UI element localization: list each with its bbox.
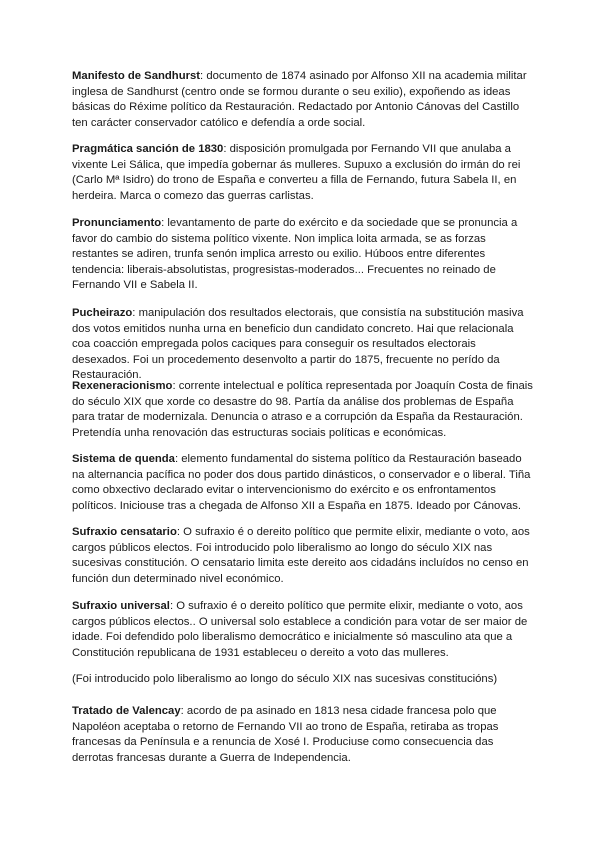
- glossary-entry-sufraxio-universal: [72, 599, 534, 661]
- glossary-entry-sufraxio-censatario: [72, 525, 534, 587]
- entry-definition: (Foi introducido polo liberalismo ao longo do século XIX nas sucesivas constitucións): [72, 673, 498, 685]
- entry-definition: O sufraxio é o dereito político que permite elixir, mediante o voto, aos cargos públicos electos. Foi introducido polo liberalismo ao longo do século XIX nas sucesivas constitución. O censatario limita este dereito aos cidadáns incluídos no censo en función dun determinado nivel económico.: [72, 526, 530, 585]
- entry-separator: :: [176, 526, 184, 538]
- glossary-entry-pucheirazo: [72, 306, 534, 384]
- entry-separator: :: [180, 705, 187, 717]
- entry-term: Tratado de Valencay: [72, 705, 181, 717]
- entry-definition: manipulación dos resultados electorais, que consistía na substitución masiva dos votos emitidos nunha urna en beneficio dun candidato concreto. Hai que relacionala coa coacción empregada polos caciques para conseguir os resultados electorais desexados. Foi un procedemento desenvolto a partir do 1875, frecuente no perído da Restauración.: [72, 307, 524, 382]
- entry-definition: O sufraxio é o dereito político que permite elixir, mediante o voto, aos cargos públicos electos.. O universal solo establece a condición para votar de ser maior de idade. Foi defendido polo liberalismo democrático e inicialmente só masculino ata que a Constitución republicana de 1931 estableceu o dereito a voto das mulleres.: [72, 600, 528, 659]
- entry-separator: :: [200, 70, 207, 82]
- entry-term: Sufraxio universal: [72, 600, 170, 612]
- entry-term: Manifesto de Sandhurst: [72, 70, 201, 82]
- entry-definition: corrente intelectual e política representada por Joaquín Costa de finais do século XIX que xorde co desastre do 98. Partía da análise dos problemas de España para tratar de modernizala. Denuncia o atraso e a corrupción da España da Restauración. Pretendía unha renovación das estructuras sociais políticas e económicas.: [72, 380, 533, 439]
- entry-term: Rexeneracionismo: [72, 380, 173, 392]
- entry-term: Pucheirazo: [72, 307, 133, 319]
- entry-separator: :: [169, 600, 177, 612]
- entry-separator: :: [223, 143, 230, 155]
- entry-term: Pronunciamento: [72, 217, 162, 229]
- entry-term: Pragmática sanción de 1830: [72, 143, 224, 155]
- entry-term: Sistema de quenda: [72, 453, 175, 465]
- glossary-entry-tratado-valencay: [72, 704, 534, 766]
- glossary-entry-pronunciamento: [72, 216, 534, 294]
- glossary-note: [72, 672, 534, 688]
- glossary-entry-manifesto-sandhurst: [72, 69, 534, 131]
- entry-term: Sufraxio censatario: [72, 526, 177, 538]
- glossary-entry-pragmatica-sancion: [72, 142, 534, 204]
- glossary-entry-sistema-quenda: [72, 452, 534, 514]
- entry-separator: :: [132, 307, 139, 319]
- entry-definition: levantamento de parte do exército e da sociedade que se pronuncia a favor do cambio do sistema político vixente. Non implica loita armada, se as forzas restantes se adiren, trunfa senón implica arresto ou exilio. Húboos entre diferentes tendencia: liberais-absolutistas, progresistas-moderados... Frecuentes no reinado de Fernando VII e Sabela II.: [72, 217, 518, 292]
- entry-definition: elemento fundamental do sistema político da Restauración baseado na alternancia pacífica no poder dos dous partido dinásticos, o conservador e o liberal. Tiña como obxectivo declarado evitar o intervencionismo do exército e os enfrontamentos políticos. Iniciouse tras a chegada de Alfonso XII a España en 1875. Ideado por Cánovas.: [72, 453, 531, 512]
- glossary-entry-rexeneracionismo: [72, 379, 534, 441]
- entry-separator: :: [161, 217, 168, 229]
- entry-definition: documento de 1874 asinado por Alfonso XII na academia militar inglesa de Sandhurst (centro onde se formou durante o seu exilio), expoñendo as ideas básicas do Réxime político da Restauración. Redactado por Antonio Cánovas del Castillo ten carácter conservador católico e defendía a orde social.: [72, 70, 527, 129]
- entry-definition: disposición promulgada por Fernando VII que anulaba a vixente Lei Sálica, que impedía gobernar ás mulleres. Supuxo a exclusión do irmán do rei (Carlo Mª Isidro) do trono de España e converteu a filla de Fernando, futura Sabela II, en herdeira. Marca o comezo das guerras carlistas.: [72, 143, 521, 202]
- entry-definition: acordo de pa asinado en 1813 nesa cidade francesa polo que Napoléon aceptaba o retorno de Fernando VII ao trono de España, retiraba as tropas francesas da Península e a renuncia de Xosé I. Produciuse como consecuencia das derrotas francesas durante a Guerra de Independencia.: [72, 705, 499, 764]
- entry-separator: :: [172, 380, 179, 392]
- entry-separator: :: [174, 453, 182, 465]
